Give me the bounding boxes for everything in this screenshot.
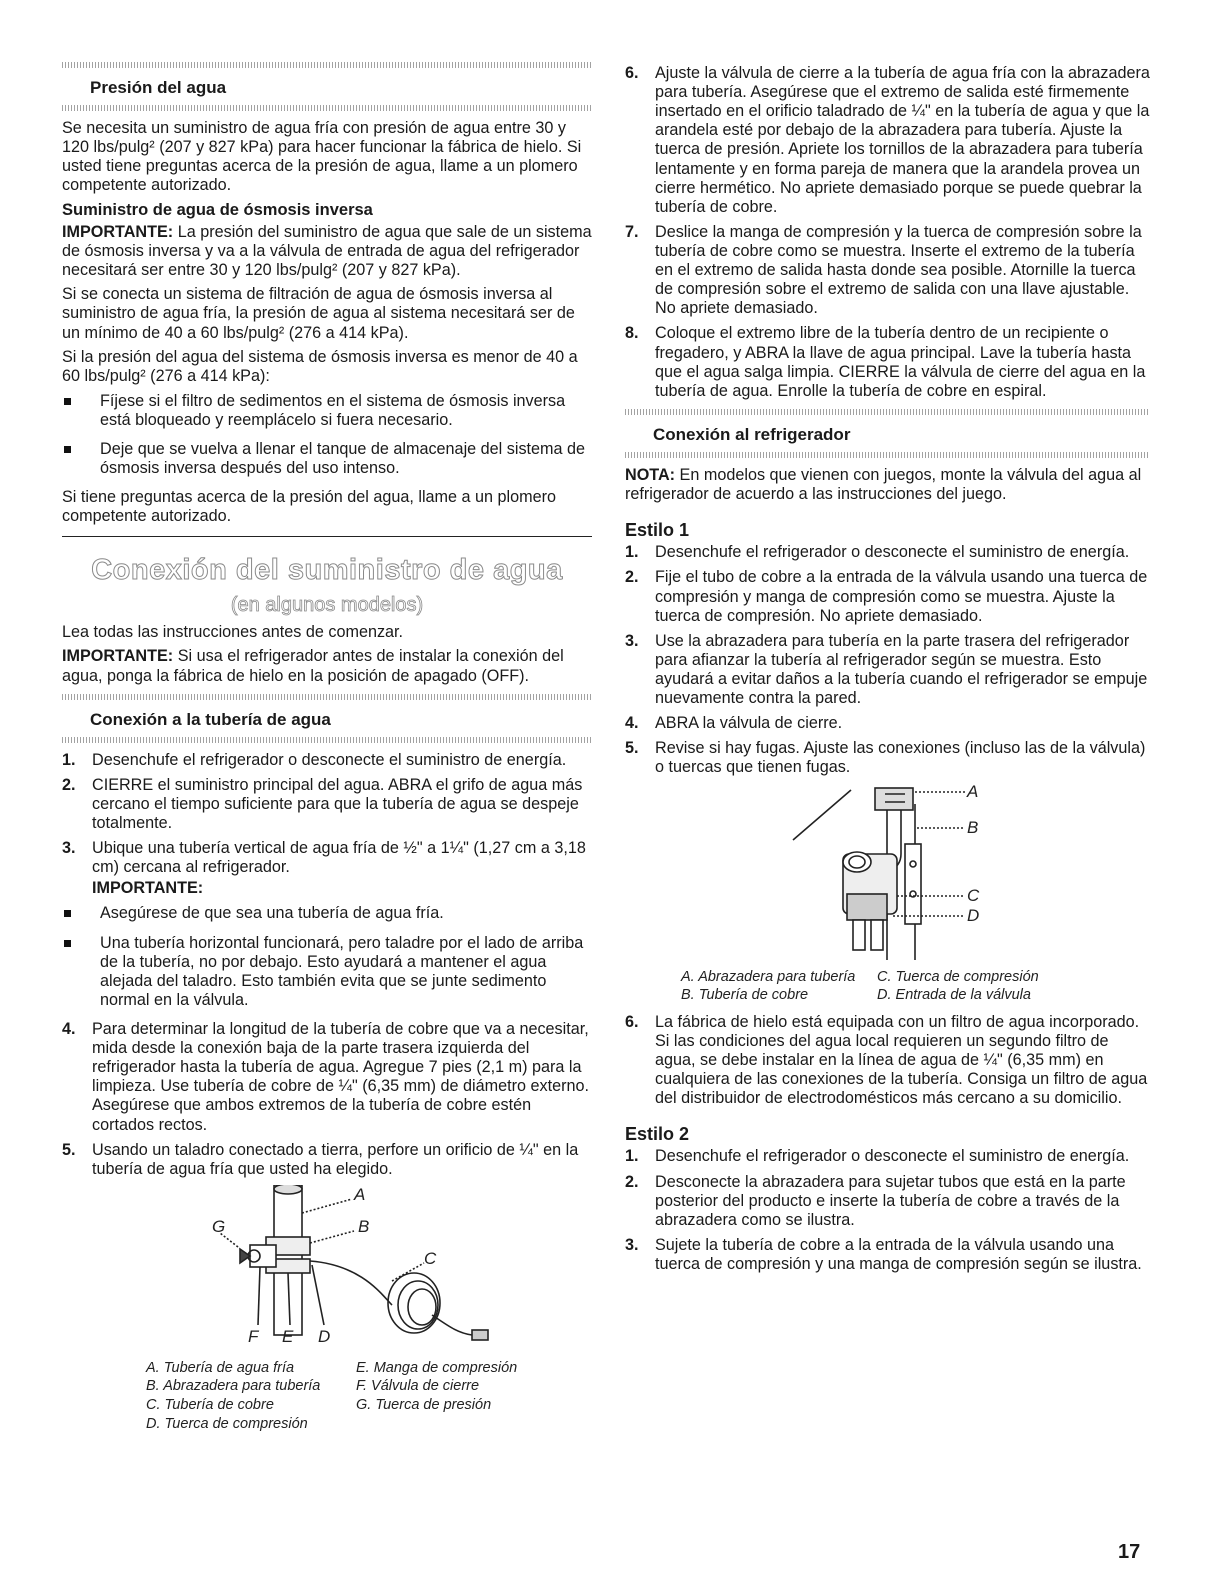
step-number: 2. <box>625 568 639 587</box>
valve-inlet-illustration <box>625 781 1150 964</box>
important-label: IMPORTANTE: <box>62 647 174 666</box>
figure-label-d: D <box>967 905 980 925</box>
figure-label-f: F <box>248 1326 259 1346</box>
step-item <box>625 1236 1150 1274</box>
caption-column <box>877 968 1077 1005</box>
section-title-conexion-suministro: Conexión del suministro de agua <box>91 554 563 587</box>
step-number: 7. <box>625 222 639 241</box>
step-item <box>625 632 1150 708</box>
figure-label-d: D <box>318 1326 331 1346</box>
step-item <box>62 1020 592 1135</box>
step-number: 4. <box>625 714 639 733</box>
figure-label-b: B <box>967 817 979 837</box>
step-number: 5. <box>62 1140 76 1159</box>
step-number: 3. <box>625 631 639 650</box>
step-text: Use la abrazadera para tubería en la parte trasera del refrigerador para afianzar la tubería al refrigerador según se muestra. Esto ayudará a evitar daños a la tubería cuando el refrigerador se empuje nuevamente contra la pared. <box>655 631 1148 708</box>
step-number: 4. <box>62 1019 76 1038</box>
figure-caption <box>681 968 1150 1005</box>
step-text: Desenchufe el refrigerador o desconecte el suministro de energía. <box>655 543 1130 562</box>
steps-list <box>62 751 592 1179</box>
step-text: CIERRE el suministro principal del agua. ABRA el grifo de agua más cercano el tiempo suficiente para que la tubería de agua se despeje totalmente. <box>92 775 583 832</box>
step-text: Revise si hay fugas. Ajuste las conexiones (incluso las de la válvula) o tuercas que tienen fugas. <box>655 739 1146 777</box>
step-number: 6. <box>625 1012 639 1031</box>
important-paragraph <box>62 223 592 280</box>
step-item <box>62 1141 592 1179</box>
step-text: Deslice la manga de compresión y la tuerca de compresión sobre la tubería de cobre como se muestra. Inserte el extremo de la tubería en el extremo de salida hasta donde sea posible. Atornille la tuerca de compresión sobre el extremo de salida con una llave ajustable. No apriete demasiado. <box>655 222 1142 318</box>
step-text: Desenchufe el refrigerador o desconecte el suministro de energía. <box>655 1147 1130 1166</box>
caption-item: A. Abrazadera para tubería <box>681 968 856 985</box>
paragraph: Si se conecta un sistema de filtración de agua de ósmosis inversa al suministro de agua fría, la presión de agua al sistema necesitará ser de un mínimo de 40 a 60 lbs/pulg² (276 a 414 kPa). <box>62 285 575 342</box>
step-text: Ubique una tubería vertical de agua fría de ½" a 1¼" (1,27 cm a 3,18 cm) cercana al refrigerador. <box>92 839 586 877</box>
step-item <box>625 64 1150 217</box>
section-rule <box>62 536 592 537</box>
dotted-divider <box>62 105 592 111</box>
section-heading-presion: Presión del agua <box>90 78 227 97</box>
step-item <box>625 568 1150 625</box>
dotted-divider <box>625 452 1150 458</box>
step-text: Sujete la tubería de cobre a la entrada de la válvula usando una tuerca de compresión y una manga de compresión según se ilustra. <box>655 1235 1142 1273</box>
note-label: NOTA: <box>625 465 676 484</box>
list-item: Deje que se vuelva a llenar el tanque de almacenaje del sistema de ósmosis inversa después del uso intenso. <box>62 440 592 478</box>
dotted-divider <box>625 409 1150 415</box>
steps-list <box>625 1147 1150 1274</box>
caption-item: G. Tuerca de presión <box>356 1396 492 1413</box>
step-number: 1. <box>625 1147 639 1166</box>
figure-label-c: C <box>424 1248 437 1268</box>
steps-list <box>625 1013 1150 1109</box>
step-number: 3. <box>62 839 76 858</box>
paragraph: Si tiene preguntas acerca de la presión del agua, llame a un plomero competente autorizado. <box>62 488 557 526</box>
step-text: Usando un taladro conectado a tierra, perfore un orificio de ¼" en la tubería de agua fría que usted ha elegido. <box>92 1140 579 1178</box>
step-text: Desconecte la abrazadera para sujetar tubos que está en la parte posterior del producto e inserte la tubería de cobre a través de la abrazadera como se ilustra. <box>655 1172 1126 1229</box>
step-number: 3. <box>625 1235 639 1254</box>
caption-column <box>681 968 877 1005</box>
bullet-list <box>62 904 592 1010</box>
step-text: Fije el tubo de cobre a la entrada de la válvula usando una tuerca de compresión y manga de compresión como se muestra. Ajuste la tuerca de compresión. No apriete demasiado. <box>655 568 1148 625</box>
shutoff-valve-figure <box>62 1185 592 1355</box>
step-text: ABRA la válvula de cierre. <box>655 714 843 733</box>
step-item <box>625 1173 1150 1230</box>
caption-column <box>356 1359 556 1433</box>
step-item <box>625 739 1150 777</box>
important-text: Si usa el refrigerador antes de instalar la conexión del agua, ponga la fábrica de hielo en la posición de apagado (OFF). <box>62 647 564 685</box>
list-item: Una tubería horizontal funcionará, pero taladre por el lado de arriba de la tubería, no por debajo. Esto ayudará a mantener el agua alejada del taladro. Esto también evita que se junte sedimento normal en la válvula. <box>62 934 592 1010</box>
list-item: Asegúrese de que sea una tubería de agua fría. <box>62 904 592 923</box>
important-text: La presión del suministro de agua que sale de un sistema de ósmosis inversa y va a la válvula de entrada de agua del refrigerador necesitará ser entre 30 y 120 lbs/pulg² (207 y 827 kPa). <box>62 222 592 280</box>
step-item <box>62 776 592 833</box>
paragraph: Si la presión del agua del sistema de ósmosis inversa es menor de 40 a 60 lbs/pulg² (276 a 414 kPa): <box>62 347 578 385</box>
step-item <box>625 1013 1150 1109</box>
caption-item: D. Entrada de la válvula <box>877 987 1031 1004</box>
list-item: Fíjese si el filtro de sedimentos en el sistema de ósmosis inversa está bloqueado y reemplácelo si fuera necesario. <box>62 392 592 430</box>
important-label: IMPORTANTE: <box>62 222 174 241</box>
dotted-divider <box>62 737 592 743</box>
caption-item: B. Tubería de cobre <box>681 987 809 1004</box>
paragraph: Se necesita un suministro de agua fría con presión de agua entre 30 y 120 lbs/pulg² (207 y 827 kPa) para hacer funcionar la fábrica de hielo. Si usted tiene preguntas acerca de la presión de agua, llame a un plomero competente autorizado. <box>62 119 582 195</box>
right-column <box>625 64 1150 1280</box>
step-number: 8. <box>625 324 639 343</box>
figure-label-g: G <box>212 1216 226 1236</box>
figure-label-c: C <box>967 885 980 905</box>
step-item <box>62 839 592 1010</box>
step-number: 6. <box>625 64 639 82</box>
figure-caption <box>146 1359 592 1433</box>
caption-item: D. Tuerca de compresión <box>146 1415 308 1432</box>
subheading-osmosis: Suministro de agua de ósmosis inversa <box>62 201 373 220</box>
caption-item: C. Tuerca de compresión <box>877 968 1039 985</box>
step-number: 2. <box>625 1172 639 1191</box>
step-number: 5. <box>625 739 639 758</box>
valve-inlet-figure <box>625 781 1150 964</box>
subheading-estilo-1: Estilo 1 <box>625 520 690 541</box>
figure-label-b: B <box>358 1216 370 1236</box>
section-heading-refrigerador: Conexión al refrigerador <box>653 424 851 444</box>
step-number: 1. <box>625 543 639 562</box>
note-paragraph <box>625 466 1150 504</box>
step-text: Para determinar la longitud de la tubería de cobre que va a necesitar, mida desde la conexión baja de la parte trasera izquierda del refrigerador hasta la tubería de agua. Agregue 7 pies (2,1 m) para la limpieza. Use tubería de cobre de ¼" (6,35 mm) de diámetro externo. Asegúrese que ambos extremos de la tubería de cobre estén cortados rectos. <box>92 1019 590 1134</box>
important-paragraph <box>62 647 592 685</box>
important-label: IMPORTANTE: <box>92 879 204 898</box>
steps-list <box>625 64 1150 401</box>
dotted-divider <box>62 62 592 68</box>
step-item <box>625 1147 1150 1166</box>
step-text: Ajuste la válvula de cierre a la tubería de agua fría con la abrazadera para tubería. Asegúrese que el extremo de salida esté firmemente insertado en el orificio taladrado de ¼" en la tubería de agua y que la arandela esté por debajo de la abrazadera para tubería. Ajuste la tuerca de presión. Apriete los tornillos de la abrazadera para tubería lentamente y en forma pareja de manera que la arandela provea un cierre hermético. No apriete demasiado porque se puede quebrar la tubería de cobre. <box>655 64 1150 216</box>
figure-label-a: A <box>967 781 979 801</box>
caption-item: E. Manga de compresión <box>356 1359 518 1376</box>
bullet-list <box>62 392 592 478</box>
figure-label-e: E <box>282 1326 294 1346</box>
left-column <box>62 62 592 1433</box>
step-item <box>625 324 1150 400</box>
section-subtitle: (en algunos modelos) <box>230 593 424 616</box>
step-item <box>625 223 1150 319</box>
steps-list <box>625 543 1150 777</box>
figure-label-a: A <box>354 1184 366 1204</box>
caption-item: F. Válvula de cierre <box>356 1378 480 1395</box>
step-item <box>625 543 1150 562</box>
caption-item: A. Tubería de agua fría <box>146 1359 295 1376</box>
note-text: En modelos que vienen con juegos, monte la válvula del agua al refrigerador de acuerdo a las instrucciones del juego. <box>625 465 1142 504</box>
caption-item: C. Tubería de cobre <box>146 1396 274 1413</box>
subheading-estilo-2: Estilo 2 <box>625 1124 690 1145</box>
page-number: 17 <box>1118 1541 1141 1563</box>
paragraph: Lea todas las instrucciones antes de comenzar. <box>62 623 404 642</box>
step-text: La fábrica de hielo está equipada con un filtro de agua incorporado. Si las condiciones del agua local requieren un segundo filtro de agua, se debe instalar en la línea de agua de ¼" (6,35 mm) en cualquiera de las conexiones de la tubería. Consiga un filtro de agua del distribuidor de electrodomésticos más cercano a su domicilio. <box>655 1012 1148 1108</box>
caption-column <box>146 1359 356 1433</box>
step-number: 2. <box>62 775 76 794</box>
step-item <box>625 714 1150 733</box>
caption-item: B. Abrazadera para tubería <box>146 1378 321 1395</box>
step-number: 1. <box>62 750 76 769</box>
step-item <box>62 751 592 770</box>
step-text: Coloque el extremo libre de la tubería dentro de un recipiente o fregadero, y ABRA la llave de agua principal. Lave la tubería hasta que el agua salga limpia. CIERRE la válvula de cierre del agua en la tubería de agua. Enrolle la tubería de cobre en espiral. <box>655 324 1146 400</box>
dotted-divider <box>62 694 592 700</box>
step-text: Desenchufe el refrigerador o desconecte el suministro de energía. <box>92 750 567 769</box>
section-heading-tuberia: Conexión a la tubería de agua <box>90 709 331 729</box>
